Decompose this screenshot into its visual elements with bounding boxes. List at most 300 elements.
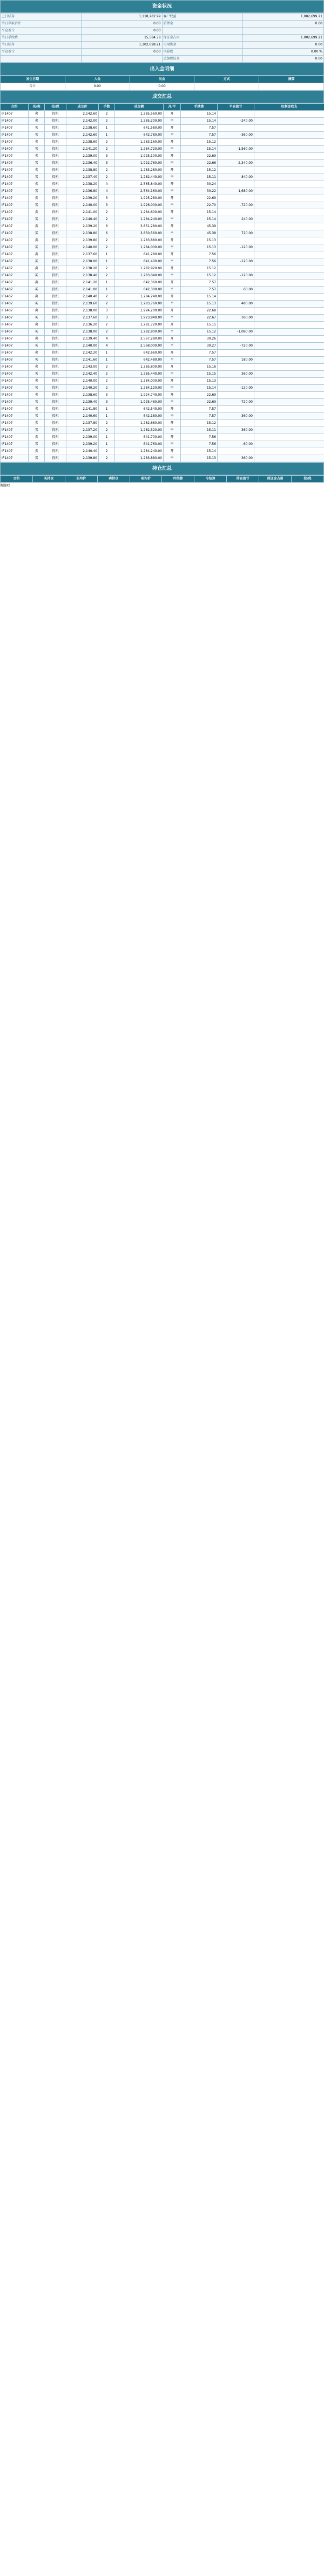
trade-row xyxy=(1,181,324,188)
trade-cell: 平 xyxy=(164,399,181,406)
trade-cell: 投机 xyxy=(45,174,66,181)
trade-cell: -60.00 xyxy=(218,441,254,448)
trade-cell: 15.14 xyxy=(181,385,218,392)
trade-cell: 1,284,240.00 xyxy=(115,216,164,223)
trade-cell: IF1407 xyxy=(1,111,29,118)
trade-cell: 开 xyxy=(164,406,181,413)
trade-cell: 2 xyxy=(99,294,115,301)
trade-row xyxy=(1,308,324,315)
trade-cell: 641,580.00 xyxy=(115,125,164,132)
summary-label-right: 风险度 xyxy=(162,49,243,56)
trade-cell: 2,138.60 xyxy=(66,139,99,146)
trade-row xyxy=(1,160,324,167)
trade-cell: 2,139.00 xyxy=(66,153,99,160)
trade-cell xyxy=(218,209,254,216)
trade-cell: 投机 xyxy=(45,308,66,315)
trade-cell xyxy=(254,202,324,209)
trade-cell: 2,140.40 xyxy=(66,448,99,455)
trade-row xyxy=(1,258,324,265)
trade-cell: IF1407 xyxy=(1,230,29,237)
trade-cell: -120.00 xyxy=(218,272,254,279)
trade-row xyxy=(1,230,324,237)
trade-cell xyxy=(254,322,324,329)
trade-cell: 2,136.40 xyxy=(66,160,99,167)
trade-cell: 平 xyxy=(164,272,181,279)
trade-cell: 15.13 xyxy=(181,301,218,308)
trade-cell: 开 xyxy=(164,153,181,160)
trade-cell: IF1407 xyxy=(1,251,29,258)
trade-cell: 2 xyxy=(99,216,115,223)
flow-header-note: 摘要 xyxy=(259,76,324,83)
trade-row xyxy=(1,272,324,279)
trade-cell: 开 xyxy=(164,111,181,118)
summary-row xyxy=(1,28,324,35)
trade-cell xyxy=(218,223,254,230)
trade-cell: 1 xyxy=(99,350,115,357)
trade-cell: 投机 xyxy=(45,371,66,378)
trade-cell: 2 xyxy=(99,118,115,125)
trade-row xyxy=(1,125,324,132)
trade-row xyxy=(1,216,324,223)
trade-cell: IF1407 xyxy=(1,427,29,434)
trade-cell: 2 xyxy=(99,371,115,378)
positions-header-8: 保证金占用 xyxy=(259,476,292,483)
trade-cell xyxy=(254,441,324,448)
trade-cell: IF1407 xyxy=(1,441,29,448)
trade-cell xyxy=(218,279,254,287)
trade-cell: 1,283,880.00 xyxy=(115,237,164,244)
trade-cell: 平 xyxy=(164,357,181,364)
trade-cell: 卖 xyxy=(29,153,45,160)
trade-cell: IF1407 xyxy=(1,265,29,272)
trade-cell: 1,925,280.00 xyxy=(115,195,164,202)
trade-cell: 卖 xyxy=(29,406,45,413)
flow-total-method xyxy=(194,83,259,90)
flow-header-in: 入金 xyxy=(65,76,130,83)
trade-cell: 投机 xyxy=(45,385,66,392)
trade-row xyxy=(1,336,324,343)
trade-row xyxy=(1,357,324,364)
trade-cell xyxy=(254,160,324,167)
flow-header-date: 发生日期 xyxy=(1,76,65,83)
trade-cell: 平 xyxy=(164,287,181,294)
summary-row xyxy=(1,14,324,21)
trade-cell: 4 xyxy=(99,188,115,195)
trade-cell xyxy=(254,350,324,357)
summary-label-right: 保证金占用 xyxy=(162,35,243,42)
trade-cell: 平 xyxy=(164,230,181,237)
trade-cell xyxy=(254,301,324,308)
trade-cell: 1,925,460.00 xyxy=(115,399,164,406)
trade-cell: 1,283,880.00 xyxy=(115,455,164,462)
summary-row xyxy=(1,56,324,63)
trade-cell: 7.56 xyxy=(181,251,218,258)
trade-cell: 投机 xyxy=(45,167,66,174)
watermark-logo: 淘股吧 xyxy=(0,484,10,488)
trade-cell: 7.57 xyxy=(181,287,218,294)
trade-cell: 3 xyxy=(99,195,115,202)
trade-cell: IF1407 xyxy=(1,294,29,301)
trade-row xyxy=(1,167,324,174)
trade-cell: IF1407 xyxy=(1,132,29,139)
trade-cell: 投机 xyxy=(45,272,66,279)
trade-cell: 投机 xyxy=(45,202,66,209)
trade-cell: 1,924,740.00 xyxy=(115,392,164,399)
trade-cell: 1 xyxy=(99,434,115,441)
trade-cell: 15.14 xyxy=(181,118,218,125)
trade-cell: 2,568,000.00 xyxy=(115,343,164,350)
trade-cell: 2,138.60 xyxy=(66,125,99,132)
trade-cell xyxy=(218,181,254,188)
trade-cell: 投机 xyxy=(45,441,66,448)
trade-cell: 开 xyxy=(164,167,181,174)
trade-cell: 卖 xyxy=(29,237,45,244)
trade-cell xyxy=(254,448,324,455)
trade-cell: -360.00 xyxy=(218,132,254,139)
trade-cell: 投机 xyxy=(45,223,66,230)
trade-row xyxy=(1,427,324,434)
trade-cell: 1,284,720.00 xyxy=(115,146,164,153)
trade-cell: IF1407 xyxy=(1,336,29,343)
trade-cell: 7.57 xyxy=(181,132,218,139)
trade-cell: 30.27 xyxy=(181,343,218,350)
trades-header-5: 成交额 xyxy=(115,104,164,111)
trade-cell: 投机 xyxy=(45,294,66,301)
trade-cell: 卖 xyxy=(29,195,45,202)
trade-cell: 642,480.00 xyxy=(115,357,164,364)
trade-cell: 840.00 xyxy=(218,174,254,181)
trade-cell: IF1407 xyxy=(1,329,29,336)
summary-row xyxy=(1,49,324,56)
trades-header-4: 手数 xyxy=(99,104,115,111)
trade-cell: 2,567,280.00 xyxy=(115,336,164,343)
flow-table xyxy=(0,76,324,90)
trade-cell xyxy=(254,385,324,392)
summary-value-right: 0.00 xyxy=(243,56,324,63)
trade-cell xyxy=(218,434,254,441)
trade-cell: 投机 xyxy=(45,251,66,258)
trade-cell xyxy=(254,132,324,139)
trade-cell: 642,540.00 xyxy=(115,406,164,413)
summary-value-right: 1,002,699.21 xyxy=(243,35,324,42)
trades-header-1: 买/卖 xyxy=(29,104,45,111)
trade-cell: 1,282,320.00 xyxy=(115,427,164,434)
trade-row xyxy=(1,434,324,441)
trade-cell: 平 xyxy=(164,413,181,420)
trade-cell: 30.24 xyxy=(181,181,218,188)
trade-cell: 卖 xyxy=(29,209,45,216)
trade-cell: 3 xyxy=(99,399,115,406)
trade-cell: 2 xyxy=(99,385,115,392)
trade-cell: 1,282,440.00 xyxy=(115,174,164,181)
trade-cell: 7.57 xyxy=(181,279,218,287)
trade-row xyxy=(1,265,324,272)
trade-cell xyxy=(218,195,254,202)
trade-cell: 1,283,760.00 xyxy=(115,301,164,308)
trade-cell: 1,283,040.00 xyxy=(115,272,164,279)
trade-cell: 2,140.20 xyxy=(66,385,99,392)
trade-cell: IF1407 xyxy=(1,448,29,455)
trade-cell: 投机 xyxy=(45,111,66,118)
trade-row xyxy=(1,294,324,301)
trade-cell: 6 xyxy=(99,230,115,237)
trade-cell: IF1407 xyxy=(1,174,29,181)
trade-cell: 1,282,800.00 xyxy=(115,329,164,336)
trade-cell: 720.00 xyxy=(218,230,254,237)
trade-cell: 2,139.60 xyxy=(66,301,99,308)
trade-cell xyxy=(218,294,254,301)
trade-cell: IF1407 xyxy=(1,315,29,322)
trade-cell: 2,142.20 xyxy=(66,350,99,357)
trade-cell: 2,139.20 xyxy=(66,441,99,448)
trade-row xyxy=(1,399,324,406)
trade-cell xyxy=(254,146,324,153)
trade-cell: 投机 xyxy=(45,301,66,308)
summary-row xyxy=(1,35,324,42)
trade-cell: 1 xyxy=(99,406,115,413)
trade-cell: 买 xyxy=(29,202,45,209)
trade-row xyxy=(1,343,324,350)
trade-cell: 1,284,120.00 xyxy=(115,385,164,392)
trade-cell: 卖 xyxy=(29,322,45,329)
flow-header-method: 方式 xyxy=(194,76,259,83)
trade-row xyxy=(1,146,324,153)
trade-cell: 3 xyxy=(99,392,115,399)
trade-cell: 平 xyxy=(164,160,181,167)
trade-cell: 投机 xyxy=(45,244,66,251)
trades-header-6: 开/平 xyxy=(164,104,181,111)
summary-value-left: 0.00 xyxy=(81,28,162,35)
trade-cell: 开 xyxy=(164,251,181,258)
positions-header-9: 投/保 xyxy=(292,476,324,483)
trade-row xyxy=(1,202,324,209)
trade-cell: IF1407 xyxy=(1,125,29,132)
trade-cell: 22.66 xyxy=(181,160,218,167)
trade-cell: 投机 xyxy=(45,258,66,265)
positions-header-1: 买持仓 xyxy=(32,476,65,483)
trade-cell: 1 xyxy=(99,413,115,420)
summary-value-left: 15,584.78 xyxy=(81,35,162,42)
trade-cell: 1 xyxy=(99,441,115,448)
trade-cell: 4 xyxy=(99,181,115,188)
trade-cell: 2,564,160.00 xyxy=(115,188,164,195)
summary-row xyxy=(1,42,324,49)
trade-cell: 2,143.00 xyxy=(66,364,99,371)
trade-cell xyxy=(218,350,254,357)
trade-cell: 平 xyxy=(164,315,181,322)
summary-label-left: 当日存取合计 xyxy=(1,21,82,28)
trade-cell xyxy=(254,287,324,294)
trade-cell: 开 xyxy=(164,125,181,132)
trade-cell: IF1407 xyxy=(1,188,29,195)
summary-label-right: 客户权益 xyxy=(162,14,243,21)
flow-title: 出入金明细 xyxy=(0,63,324,76)
flow-header-out: 出金 xyxy=(130,76,194,83)
trade-cell: IF1407 xyxy=(1,343,29,350)
trade-cell: 投机 xyxy=(45,378,66,385)
positions-header-6: 今结算 xyxy=(194,476,227,483)
trade-cell: 2,141.60 xyxy=(66,357,99,364)
trade-cell: IF1407 xyxy=(1,118,29,125)
trade-cell: 15.16 xyxy=(181,364,218,371)
trade-cell: 开 xyxy=(164,181,181,188)
trade-cell: 投机 xyxy=(45,181,66,188)
trade-cell xyxy=(254,181,324,188)
trade-cell xyxy=(254,237,324,244)
trade-cell: 60.00 xyxy=(218,287,254,294)
trade-cell: 开 xyxy=(164,209,181,216)
summary-value-right: 0.00 xyxy=(243,21,324,28)
trade-cell: IF1407 xyxy=(1,181,29,188)
trade-cell: 2,141.80 xyxy=(66,406,99,413)
trade-cell: 投机 xyxy=(45,336,66,343)
trade-row xyxy=(1,385,324,392)
trade-cell: 平 xyxy=(164,385,181,392)
summary-value-left: 1,118,282.99 xyxy=(81,14,162,21)
trade-cell: 2,140.00 xyxy=(66,378,99,385)
trade-cell: 4 xyxy=(99,336,115,343)
trade-cell: 1,926,000.00 xyxy=(115,202,164,209)
flow-total-out: 0.00 xyxy=(130,83,194,90)
summary-label-right xyxy=(162,28,243,35)
trade-cell: 投机 xyxy=(45,392,66,399)
trade-cell xyxy=(254,174,324,181)
trade-cell: 卖 xyxy=(29,364,45,371)
trade-cell: 3 xyxy=(99,308,115,315)
trade-cell: 投机 xyxy=(45,357,66,364)
trade-cell: IF1407 xyxy=(1,392,29,399)
trade-cell: IF1407 xyxy=(1,139,29,146)
trade-cell: 15.14 xyxy=(181,448,218,455)
trade-cell xyxy=(218,111,254,118)
trade-cell: 4 xyxy=(99,343,115,350)
trade-cell xyxy=(218,378,254,385)
trade-row xyxy=(1,441,324,448)
trade-cell: 1,281,720.00 xyxy=(115,322,164,329)
trade-row xyxy=(1,406,324,413)
trade-cell: 1 xyxy=(99,125,115,132)
trade-cell: 1 xyxy=(99,287,115,294)
trades-header-0: 合约 xyxy=(1,104,29,111)
trade-cell: 开 xyxy=(164,223,181,230)
trade-cell: -120.00 xyxy=(218,258,254,265)
trade-cell: 641,700.00 xyxy=(115,434,164,441)
trade-cell: 2 xyxy=(99,322,115,329)
trade-cell: 开 xyxy=(164,279,181,287)
trade-cell xyxy=(254,167,324,174)
trade-row xyxy=(1,244,324,251)
trade-cell: IF1407 xyxy=(1,244,29,251)
trade-cell: 2 xyxy=(99,237,115,244)
trade-cell: IF1407 xyxy=(1,237,29,244)
trade-cell: 641,760.00 xyxy=(115,441,164,448)
trade-cell: 22.68 xyxy=(181,308,218,315)
trade-cell: -120.00 xyxy=(218,385,254,392)
summary-label-left: 上日结存 xyxy=(1,14,82,21)
trade-row xyxy=(1,413,324,420)
trade-cell: IF1407 xyxy=(1,322,29,329)
trade-cell: 开 xyxy=(164,322,181,329)
trade-cell: 投机 xyxy=(45,399,66,406)
summary-row xyxy=(1,21,324,28)
trade-cell: 2,137.80 xyxy=(66,420,99,427)
trade-cell: 15.13 xyxy=(181,237,218,244)
trade-cell: 2,138.00 xyxy=(66,329,99,336)
trade-cell: 平 xyxy=(164,427,181,434)
trades-title: 成交汇总 xyxy=(0,90,324,103)
trade-cell: 7.56 xyxy=(181,434,218,441)
trade-cell: 开 xyxy=(164,378,181,385)
trade-cell: 2,141.20 xyxy=(66,279,99,287)
trade-cell: 2,138.80 xyxy=(66,167,99,174)
trade-cell xyxy=(254,357,324,364)
trade-cell: 7.56 xyxy=(181,441,218,448)
trade-cell: 投机 xyxy=(45,146,66,153)
trade-cell xyxy=(254,413,324,420)
trade-cell: 15.15 xyxy=(181,371,218,378)
trade-cell: 2,138.00 xyxy=(66,258,99,265)
trade-cell: 7.56 xyxy=(181,258,218,265)
trade-cell: 投机 xyxy=(45,195,66,202)
trade-cell: 卖 xyxy=(29,223,45,230)
trade-cell xyxy=(254,279,324,287)
trade-cell: 卖 xyxy=(29,448,45,455)
trade-cell: 480.00 xyxy=(218,301,254,308)
trade-row xyxy=(1,279,324,287)
trade-cell: 360.00 xyxy=(218,371,254,378)
trade-cell: 2 xyxy=(99,111,115,118)
trade-cell: 22.69 xyxy=(181,195,218,202)
trade-cell: 买 xyxy=(29,230,45,237)
trade-cell: 15.12 xyxy=(181,167,218,174)
trade-cell xyxy=(254,455,324,462)
trade-cell: 开 xyxy=(164,308,181,315)
trade-cell: 15.13 xyxy=(181,244,218,251)
trade-cell: 1,283,280.00 xyxy=(115,167,164,174)
trade-cell: 买 xyxy=(29,455,45,462)
trade-row xyxy=(1,301,324,308)
trade-cell: 投机 xyxy=(45,153,66,160)
trade-cell: 投机 xyxy=(45,420,66,427)
trade-cell: 2,142.60 xyxy=(66,111,99,118)
trade-cell: 3 xyxy=(99,153,115,160)
trade-cell: 买 xyxy=(29,174,45,181)
positions-header-3: 卖持仓 xyxy=(97,476,130,483)
trade-cell xyxy=(254,427,324,434)
trade-cell: IF1407 xyxy=(1,434,29,441)
trade-cell: IF1407 xyxy=(1,406,29,413)
trade-cell: 开 xyxy=(164,294,181,301)
trade-cell: 3,850,560.00 xyxy=(115,230,164,237)
trade-cell: 3 xyxy=(99,160,115,167)
summary-title: 资金状况 xyxy=(0,0,324,13)
trade-cell xyxy=(218,448,254,455)
trade-cell: 1,284,000.00 xyxy=(115,378,164,385)
trade-cell: 买 xyxy=(29,427,45,434)
trade-cell: 360.00 xyxy=(218,455,254,462)
trade-cell: 7.57 xyxy=(181,406,218,413)
trade-cell: IF1407 xyxy=(1,357,29,364)
trade-row xyxy=(1,371,324,378)
trade-cell xyxy=(254,420,324,427)
trade-cell: 1,680.00 xyxy=(218,188,254,195)
trade-cell: 240.00 xyxy=(218,216,254,223)
trade-cell: IF1407 xyxy=(1,279,29,287)
trade-cell: 投机 xyxy=(45,364,66,371)
trade-cell: 2,141.00 xyxy=(66,287,99,294)
trade-cell: 2,138.40 xyxy=(66,272,99,279)
trade-cell: 买 xyxy=(29,301,45,308)
